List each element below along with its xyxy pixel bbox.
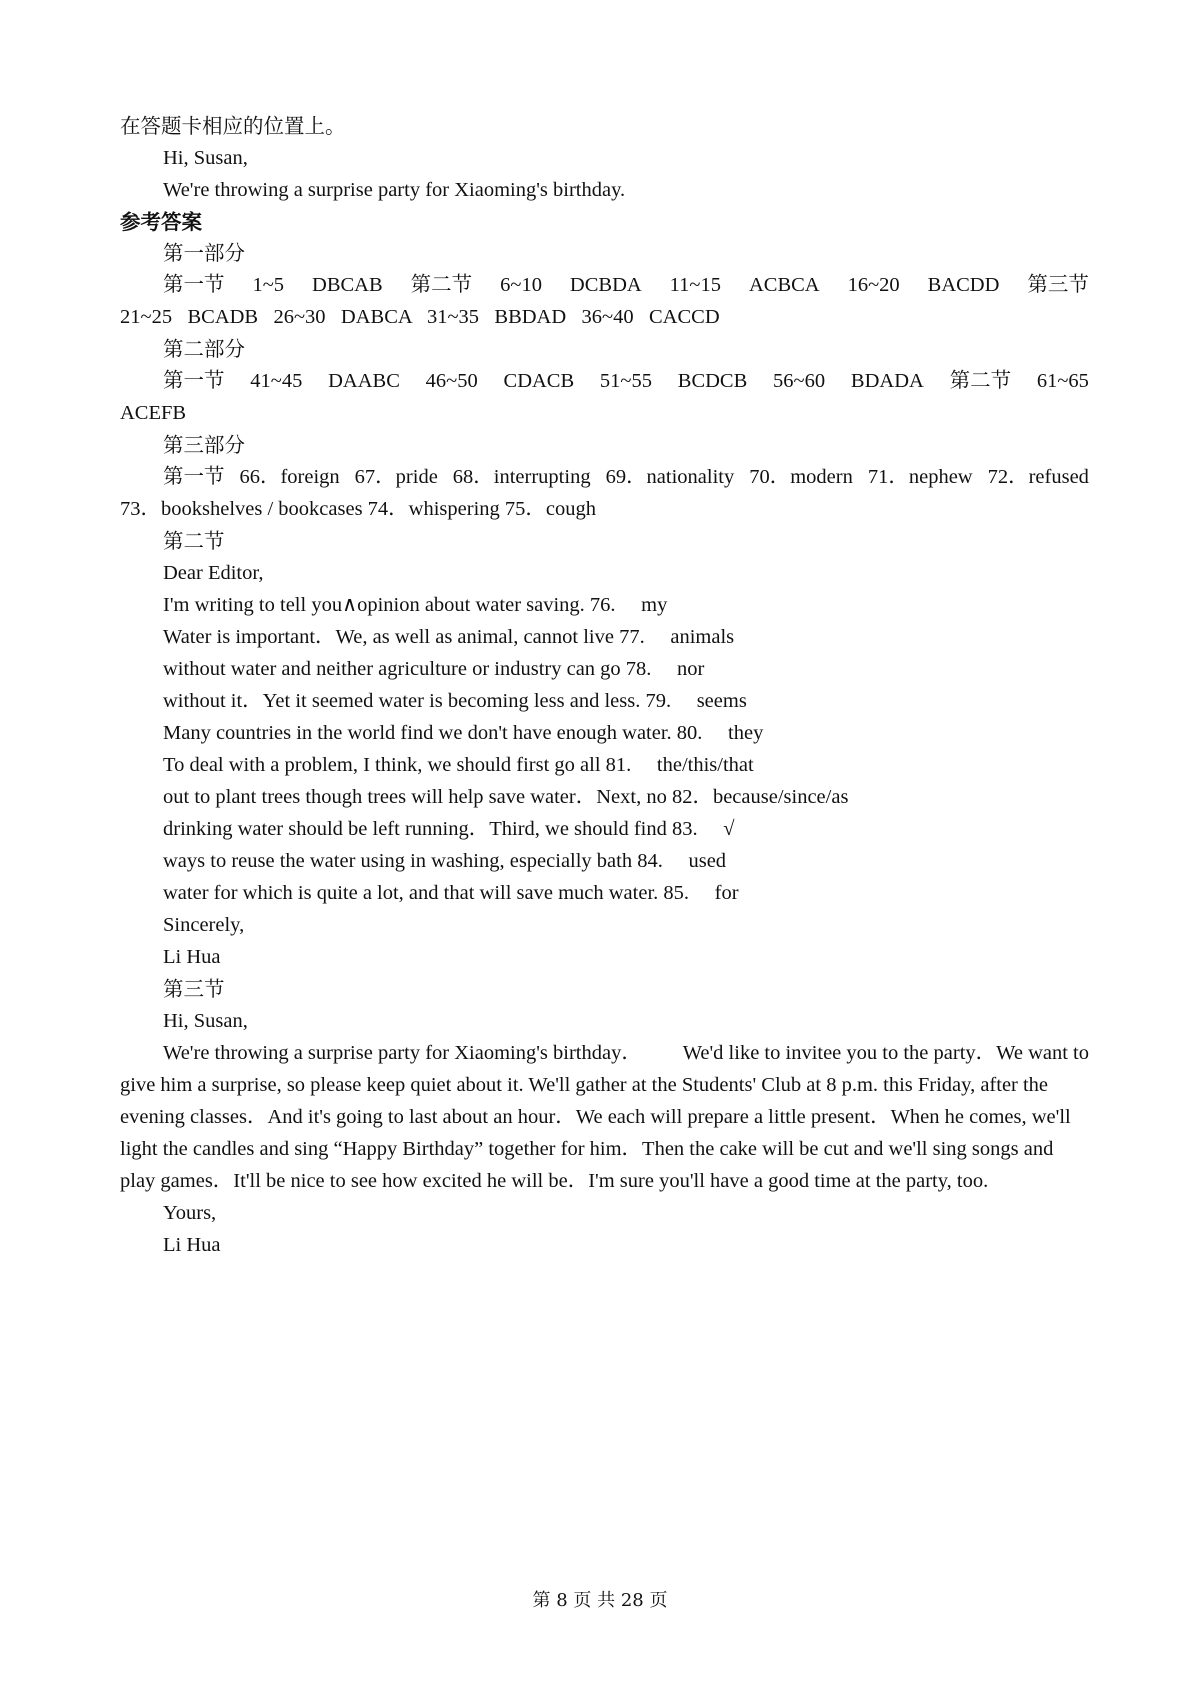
answer-token: DBCAB [312,274,383,296]
answer-token: 11~15 [669,274,721,296]
part1-row1 [163,275,1089,296]
letter-signature: Li Hua [163,946,221,968]
letter-line: Water is important．We, as well as animal, cannot live 77. animals [163,626,735,648]
letter-salutation: Dear Editor, [163,562,264,584]
answer-token: ACBCA [748,274,820,296]
part3-row2: 73．bookshelves / bookcases 74．whispering 75．cough [120,498,596,520]
letter-line: out to plant trees though trees will help save water．Next, no 82．because/since/as [163,786,849,808]
answer-token: 6~10 [500,274,542,296]
answer-token: 41~45 [250,370,303,392]
letter-line: To deal with a problem, I think, we should first go all 81. the/this/that [163,754,754,776]
essay-line: play games．It'll be nice to see how excited he will be．I'm sure you'll have a good time at the party, too. [120,1170,989,1192]
answer-token: 72．refused [987,466,1089,488]
essay-line: light the candles and sing “Happy Birthday” together for him．Then the cake will be cut and we'll sing songs and [120,1138,1054,1160]
letter-line: drinking water should be left running．Third, we should find 83. √ [163,818,735,840]
greeting: Hi, Susan, [163,147,248,169]
essay-line: give him a surprise, so please keep quiet about it. We'll gather at the Students' Club at 8 p.m. this Friday, after the [120,1074,1049,1096]
answer-token: 71．nephew [867,466,973,488]
answer-token: 61~65 [1036,370,1089,392]
letter-line: water for which is quite a lot, and that will save much water. 85. for [163,882,739,904]
answer-token: 66．foreign [239,466,340,488]
opening-sentence: We're throwing a surprise party for Xiaoming's birthday. [163,179,626,201]
answer-token: 第二节 [410,274,473,296]
letter-line: without it．Yet it seemed water is becoming less and less. 79. seems [163,690,747,712]
answer-token: 第一节 [163,466,225,488]
answer-token: BDADA [850,370,924,392]
part3-row1 [163,467,1089,488]
letter-line: without water and neither agriculture or industry can go 78. nor [163,658,705,680]
essay-segment: We'd like to invitee you to the party．We want to [682,1042,1089,1064]
answers-heading: 参考答案 [120,210,202,234]
answer-token: DAABC [328,370,400,392]
part2-row2: ACEFB [120,402,187,424]
part3-heading: 第三部分 [163,433,245,457]
answer-token: 第一节 [163,274,225,296]
essay-signature: Li Hua [163,1234,221,1256]
essay-closing: Yours, [163,1202,217,1224]
answer-token: BACDD [927,274,1000,296]
part2-row1 [163,371,1089,392]
answer-token: DCBDA [569,274,642,296]
letter-line: I'm writing to tell you∧opinion about water saving. 76. my [163,594,668,616]
essay-line-first [163,1043,1089,1064]
essay-segment: We're throwing a surprise party for Xiaoming's birthday． [163,1042,642,1064]
answer-token: 46~50 [425,370,478,392]
part1-heading: 第一部分 [163,241,245,265]
answer-token: BCDCB [677,370,748,392]
letter-line: Many countries in the world find we don't have enough water. 80. they [163,722,764,744]
letter-closing: Sincerely, [163,914,245,936]
answer-token: 1~5 [252,274,285,296]
answer-token: 56~60 [773,370,826,392]
section2-heading: 第二节 [163,529,225,553]
answer-token: 51~55 [599,370,653,392]
essay-greeting: Hi, Susan, [163,1010,248,1032]
answer-token: 67．pride [354,466,438,488]
answer-token: CDACB [503,370,575,392]
answer-token: 69．nationality [605,466,735,488]
intro-line: 在答题卡相应的位置上。 [120,114,346,138]
part1-row2: 21~25 BCADB 26~30 DABCA 31~35 BBDAD 36~40 CACCD [120,306,720,328]
page-footer: 第 8 页 共 28 页 [532,1590,668,1611]
answer-token: 16~20 [847,274,900,296]
part2-heading: 第二部分 [163,337,245,361]
answer-token: 第一节 [163,370,225,392]
letter-line: ways to reuse the water using in washing, especially bath 84. used [163,850,727,872]
answer-token: 第三节 [1027,274,1089,296]
essay-line: evening classes．And it's going to last about an hour．We each will prepare a little present．When he comes, we'll [120,1106,1071,1128]
answer-token: 68．interrupting [452,466,591,488]
answer-token: 70．modern [749,466,853,488]
section3-heading: 第三节 [163,977,225,1001]
answer-token: 第二节 [949,370,1012,392]
